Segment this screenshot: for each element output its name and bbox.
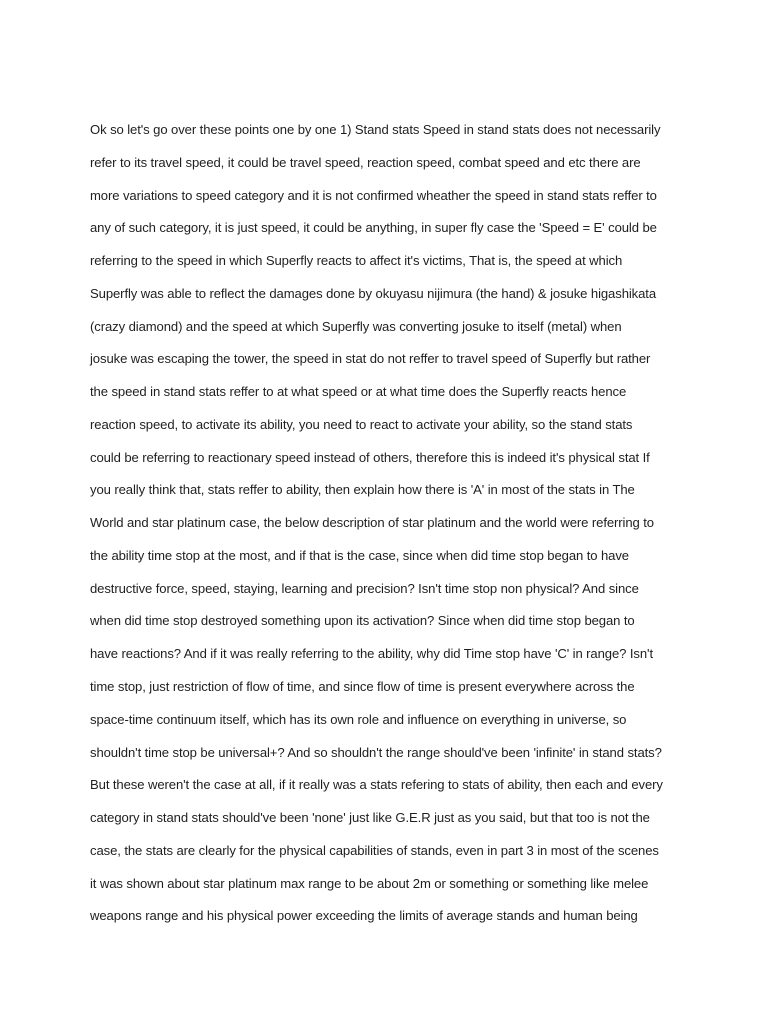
text-line-1: Ok so let's go over these points one by one 1) Stand stats Speed in stand stats does not necessarily <box>90 122 661 137</box>
text-line-25: weapons range and his physical power exceeding the limits of average stands and human being <box>90 908 638 924</box>
text-line-13: World and star platinum case, the below description of star platinum and the world were referring to <box>90 515 654 531</box>
text-line-12: you really think that, stats reffer to ability, then explain how there is 'A' in most of the stats in The <box>90 482 635 498</box>
text-line-16: when did time stop destroyed something upon its activation? Since when did time stop began to <box>90 613 635 629</box>
text-line-8: josuke was escaping the tower, the speed in stat do not reffer to travel speed of Superfly but rather <box>90 351 651 367</box>
text-line-21: But these weren't the case at all, if it really was a stats refering to stats of ability, then each and every <box>90 777 663 793</box>
text-line-11: could be referring to reactionary speed instead of others, therefore this is indeed it's physical stat If <box>90 449 650 465</box>
text-line-20: shouldn't time stop be universal+? And so shouldn't the range should've been 'infinite' in stand stats? <box>90 744 662 760</box>
text-line-6: Superfly was able to reflect the damages done by okuyasu nijimura (the hand) & josuke higashikata <box>90 285 657 301</box>
text-line-7: (crazy diamond) and the speed at which Superfly was converting josuke to itself (metal) when <box>90 318 622 334</box>
text-line-2: refer to its travel speed, it could be travel speed, reaction speed, combat speed and etc there are <box>90 154 641 170</box>
text-line-24: it was shown about star platinum max range to be about 2m or something or something like melee <box>90 875 649 891</box>
text-line-14: the ability time stop at the most, and if that is the case, since when did time stop began to have <box>90 547 629 563</box>
text-line-19: space-time continuum itself, which has its own role and influence on everything in universe, so <box>90 711 627 727</box>
document-body <box>90 117 690 936</box>
text-line-22: category in stand stats should've been 'none' just like G.E.R just as you said, but that too is not the <box>90 810 650 826</box>
text-line-23: case, the stats are clearly for the physical capabilities of stands, even in part 3 in most of the scenes <box>90 842 659 858</box>
text-line-17: have reactions? And if it was really referring to the ability, why did Time stop have 'C' in range? Isn't <box>90 646 653 662</box>
text-line-10: reaction speed, to activate its ability, you need to react to activate your ability, so the stand stats <box>90 416 633 432</box>
text-line-15: destructive force, speed, staying, learning and precision? Isn't time stop non physical? And since <box>90 580 639 596</box>
text-line-9: the speed in stand stats reffer to at what speed or at what time does the Superfly reacts hence <box>90 384 627 400</box>
text-line-3: more variations to speed category and it is not confirmed wheather the speed in stand stats reffer to <box>90 187 657 203</box>
text-line-4: any of such category, it is just speed, it could be anything, in super fly case the 'Speed = E' could be <box>90 220 657 236</box>
text-line-5: referring to the speed in which Superfly reacts to affect it's victims, That is, the speed at which <box>90 253 623 269</box>
text-line-18: time stop, just restriction of flow of time, and since flow of time is present everywhere across the <box>90 679 635 695</box>
